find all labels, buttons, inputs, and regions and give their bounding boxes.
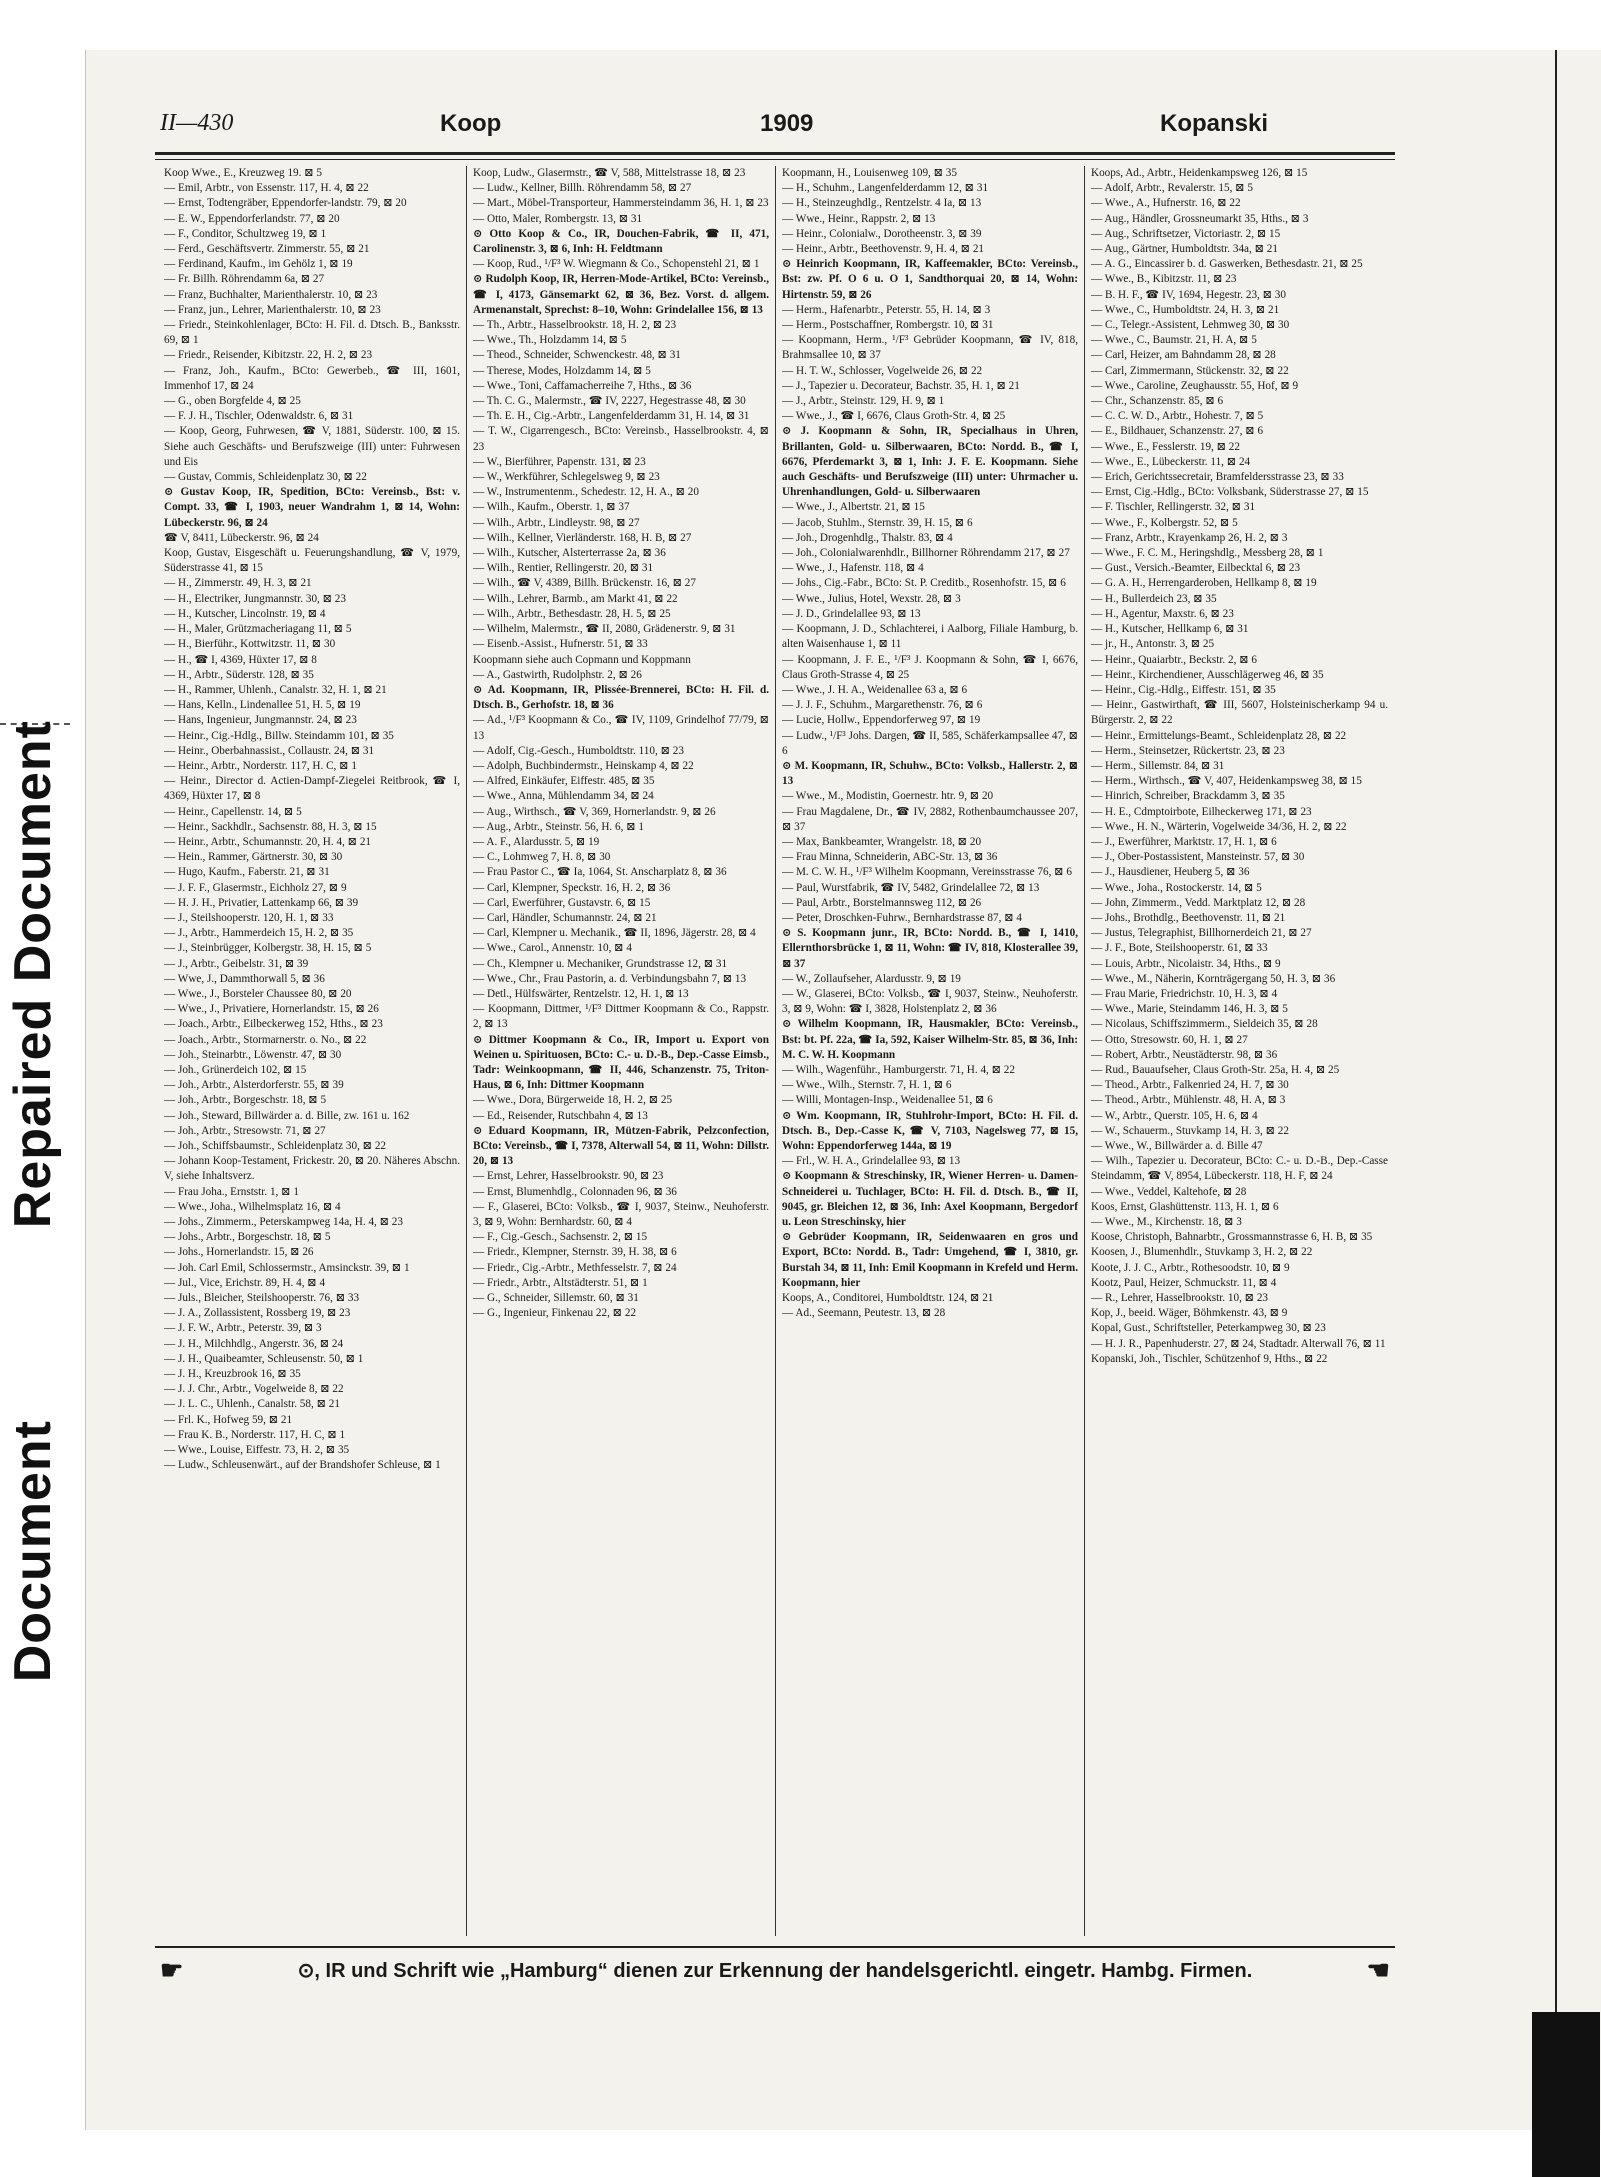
header-first-entry: Koop [440, 110, 502, 137]
stamp-document: Document [4, 1420, 62, 1683]
directory-entry: — Wilh., Arbtr., Lindleystr. 98, ⊠ 27 [473, 516, 640, 529]
directory-entry: — Joh., Drogenhdlg., Thalstr. 83, ⊠ 4 [782, 531, 953, 544]
directory-entry: — Koopmann, Dittmer, ¹/F³ Dittmer Koopmann & Co., Rappstr. 2, ⊠ 13 [473, 1003, 769, 1031]
directory-entry: — W., Zollaufseher, Alardusstr. 9, ⊠ 19 [782, 972, 961, 985]
directory-entry: — Theod., Schneider, Schwenckestr. 48, ⊠ 31 [473, 349, 681, 362]
directory-entry: — Wilh., Tapezier u. Decorateur, BCto: C.- u. D.-B., Dep.-Casse Steindamm, ☎ V, 8954, Lübeckerstr. 118, H. F, ⊠ 24 [1091, 1155, 1388, 1183]
directory-entry: — J. H., Kreuzbrook 16, ⊠ 35 [164, 1368, 301, 1381]
directory-entry: — John, Zimmerm., Vedd. Marktplatz 12, ⊠ 28 [1091, 896, 1306, 909]
directory-entry: — Friedr., Reisender, Kibitzstr. 22, H. 2, ⊠ 23 [164, 349, 373, 362]
directory-entry: — J., Ewerführer, Marktstr. 17, H. 1, ⊠ 6 [1091, 835, 1277, 848]
directory-entry: ⊙ Eduard Koopmann, IR, Mützen-Fabrik, Pelzconfection, BCto: Vereinsb., ☎ I, 7378, Alterwall 54, ⊠ 11, Wohn: Dillstr. 20, ⊠ 13 [473, 1124, 769, 1168]
directory-entry: — Joh., Arbtr., Borgeschstr. 18, ⊠ 5 [164, 1094, 327, 1107]
directory-entry: — Wwe., Toni, Caffamacherreihe 7, Hths., ⊠ 36 [473, 379, 692, 392]
directory-entry: — J. A., Zollassistent, Rossberg 19, ⊠ 23 [164, 1307, 351, 1320]
directory-entry: — Theod., Arbtr., Mühlenstr. 48, H. A, ⊠ 3 [1091, 1094, 1286, 1107]
directory-entry: — Carl, Heizer, am Bahndamm 28, ⊠ 28 [1091, 349, 1276, 362]
directory-entry: — Detl., Hülfswärter, Rentzelstr. 12, H. 1, ⊠ 13 [473, 987, 689, 1000]
directory-entry: — Aug., Gärtner, Humboldtstr. 34a, ⊠ 21 [1091, 243, 1278, 256]
directory-entry: — J. L. C., Uhlenh., Canalstr. 58, ⊠ 21 [164, 1398, 340, 1411]
header-year: 1909 [760, 110, 814, 137]
directory-entry: — W., Instrumentenm., Schedestr. 12, H. A., ⊠ 20 [473, 486, 699, 499]
directory-entry: — Paul, Arbtr., Borstelmannsweg 112, ⊠ 26 [782, 896, 982, 909]
header-last-entry: Kopanski [1160, 110, 1269, 137]
directory-entry: Koosen, J., Blumenhdlr., Stuvkamp 3, H. 2, ⊠ 22 [1091, 1246, 1313, 1259]
directory-entry: — Heinr., Gastwirthaft, ☎ III, 5607, Holsteinischerkamp 94 u. Bürgerstr. 2, ⊠ 22 [1091, 699, 1388, 727]
directory-entry: — Jacob, Stuhlm., Sternstr. 39, H. 15, ⊠ 6 [782, 516, 973, 529]
directory-entry: — A., Gastwirth, Rudolphstr. 2, ⊠ 26 [473, 668, 642, 681]
directory-entry: — Joh., Steinarbtr., Löwenstr. 47, ⊠ 30 [164, 1048, 342, 1061]
directory-entry: — Carl, Klempner u. Mechanik., ☎ II, 1896, Jägerstr. 28, ⊠ 4 [473, 927, 756, 940]
directory-entry: — Hinrich, Schreiber, Brackdamm 3, ⊠ 35 [1091, 790, 1285, 803]
directory-entry: — Heinr., Cig.-Hdlg., Billw. Steindamm 101, ⊠ 35 [164, 729, 394, 742]
directory-entry: — Adolph, Buchbindermstr., Heinskamp 4, ⊠ 22 [473, 759, 694, 772]
directory-entry: — Ad., ¹/F³ Koopmann & Co., ☎ IV, 1109, Grindelhof 77/79, ⊠ 13 [473, 714, 769, 742]
directory-entry: Kopal, Gust., Schriftsteller, Peterkampweg 30, ⊠ 23 [1091, 1322, 1326, 1335]
directory-entry: — Frl., W. H. A., Grindelallee 93, ⊠ 13 [782, 1155, 961, 1168]
page-header [160, 110, 1390, 148]
directory-entry: — Aug., Schriftsetzer, Victoriastr. 2, ⊠ 15 [1091, 227, 1281, 240]
directory-entry: — Paul, Wurstfabrik, ☎ IV, 5482, Grindelallee 72, ⊠ 13 [782, 881, 1040, 894]
directory-entry: — Robert, Arbtr., Neustädterstr. 98, ⊠ 36 [1091, 1048, 1278, 1061]
directory-entry: ☎ V, 8411, Lübeckerstr. 96, ⊠ 24 [164, 531, 319, 544]
directory-entry: — C., Lohmweg 7, H. 8, ⊠ 30 [473, 851, 611, 864]
directory-entry: — Johs., Arbtr., Borgeschstr. 18, ⊠ 5 [164, 1231, 331, 1244]
directory-entry: — Heinr., Colonialw., Dorotheenstr. 3, ⊠ 39 [782, 227, 982, 240]
directory-entry: — Heinr., Arbtr., Norderstr. 117, H. C, ⊠ 1 [164, 759, 357, 772]
directory-entry: — Frau K. B., Norderstr. 117, H. C, ⊠ 1 [164, 1428, 346, 1441]
directory-entry: — Johs., Zimmerm., Peterskampweg 14a, H. 4, ⊠ 23 [164, 1216, 403, 1229]
directory-entry: — Wwe., C., Humboldtstr. 24, H. 3, ⊠ 21 [1091, 303, 1280, 316]
directory-entry: — Franz, jun., Lehrer, Marienthalerstr. 10, ⊠ 23 [164, 303, 381, 316]
directory-entry: — Fr. Billh. Röhrendamm 6a, ⊠ 27 [164, 273, 325, 286]
directory-entry: Koop, Gustav, Eisgeschäft u. Feuerungshandlung, ☎ V, 1979, Süderstrasse 41, ⊠ 15 [164, 547, 460, 575]
pointing-hand-right-icon: ☚ [1366, 1954, 1390, 1985]
directory-entry: — J. F. W., Arbtr., Peterstr. 39, ⊠ 3 [164, 1322, 322, 1335]
directory-entry: ⊙ Koopmann & Streschinsky, IR, Wiener Herren- u. Damen-Schneiderei u. Tuchlager, BCto: H. Fil. d. Dtsch. B., ☎ II, 9045, gr. Bleichen 12, ⊠ 36, Inh: Axel Koopmann, Bergedorf u. Leon Streschinsky, hier [782, 1170, 1078, 1229]
directory-entry: — Friedr., Klempner, Sternstr. 39, H. 38, ⊠ 6 [473, 1246, 677, 1259]
directory-entry: — Heinr., Capellenstr. 14, ⊠ 5 [164, 805, 302, 818]
directory-entry: — Frau Magdalene, Dr., ☎ IV, 2882, Rothenbaumchaussee 207, ⊠ 37 [782, 805, 1078, 833]
directory-entry: — Joach., Arbtr., Stormarnerstr. o. No., ⊠ 22 [164, 1033, 367, 1046]
directory-entry: — G., Ingenieur, Finkenau 22, ⊠ 22 [473, 1307, 637, 1320]
directory-entry: — Hans, Ingenieur, Jungmannstr. 24, ⊠ 23 [164, 714, 357, 727]
directory-entry: — Joh., Arbtr., Alsterdorferstr. 55, ⊠ 39 [164, 1079, 344, 1092]
directory-entry: Koops, A., Conditorei, Humboldtstr. 124, ⊠ 21 [782, 1292, 994, 1305]
directory-entry: — H., ☎ I, 4369, Hüxter 17, ⊠ 8 [164, 653, 317, 666]
directory-entry: ⊙ J. Koopmann & Sohn, IR, Specialhaus in Uhren, Brillanten, Gold- u. Silberwaaren, BCto: Nordd. B., ☎ I, 6676, Pferdemarkt 3, ⊠ 1, Inh: J. F. E. Koopmann. Siehe auch Geschäfts- und Berufszweige (III) unter: Uhrmacher u. Uhrenhandlungen, Gold- u. Silberwaaren [782, 425, 1078, 499]
directory-entry: Koote, J. J. C., Arbtr., Rothesoodstr. 10, ⊠ 9 [1091, 1261, 1290, 1274]
directory-entry: — Wwe., J., Albertstr. 21, ⊠ 15 [782, 501, 925, 514]
directory-entry: — H. T. W., Schlosser, Vogelweide 26, ⊠ 22 [782, 364, 983, 377]
directory-entry: — Joh., Grünerdeich 102, ⊠ 15 [164, 1063, 307, 1076]
column-4 [1085, 166, 1394, 1936]
directory-entry: — Wwe., Louise, Eiffestr. 73, H. 2, ⊠ 35 [164, 1444, 350, 1457]
directory-entry: — H., Bierführ., Kottwitzstr. 11, ⊠ 30 [164, 638, 336, 651]
directory-entry: — C., Telegr.-Assistent, Lehmweg 30, ⊠ 30 [1091, 319, 1290, 332]
directory-entry: — R., Lehrer, Hasselbrookstr. 10, ⊠ 23 [1091, 1292, 1269, 1305]
directory-entry: — Herm., Hafenarbtr., Peterstr. 55, H. 14, ⊠ 3 [782, 303, 991, 316]
directory-entry: ⊙ Rudolph Koop, IR, Herren-Mode-Artikel, BCto: Vereinsb., ☎ I, 4173, Gänsemarkt 62, ⊠ 36, Bez. Vorst. d. allgem. Armenanstalt, Sprechst: 8–10, Wohn: Grindelallee 156, ⊠ 13 [473, 273, 769, 316]
directory-entry: — Th. E. H., Cig.-Arbtr., Langenfelderdamm 31, H. 14, ⊠ 31 [473, 410, 750, 423]
directory-entry: — T. W., Cigarrengesch., BCto: Vereinsb., Hasselbrookstr. 4, ⊠ 23 [473, 425, 769, 453]
directory-entry: — H. E., Cdmptoirbote, Eilheckerweg 171, ⊠ 23 [1091, 805, 1312, 818]
directory-entry: — Heinr., Arbtr., Beethovenstr. 9, H. 4, ⊠ 21 [782, 243, 985, 256]
directory-entry: — Wwe., J. H. A., Weidenallee 63 a, ⊠ 6 [782, 683, 968, 696]
directory-entry: — Wwe., Dora, Bürgerweide 18, H. 2, ⊠ 25 [473, 1094, 673, 1107]
directory-entry: — F., Conditor, Schultzweg 19, ⊠ 1 [164, 227, 327, 240]
directory-entry: — J., Steilshooperstr. 120, H. 1, ⊠ 33 [164, 911, 334, 924]
directory-entry: — Koopmann, J. D., Schlachterei, i Aalborg, Filiale Hamburg, b. alten Waisenhause 1, ⊠ 11 [782, 623, 1078, 651]
directory-entry: — Erich, Gerichtssecretair, Bramfeldersstrasse 23, ⊠ 33 [1091, 471, 1344, 484]
directory-entry: — H., Zimmerstr. 49, H. 3, ⊠ 21 [164, 577, 312, 590]
directory-entry: — Juls., Bleicher, Steilshooperstr. 76, ⊠ 33 [164, 1292, 360, 1305]
directory-entry: — Otto, Stresowstr. 60, H. 1, ⊠ 27 [1091, 1033, 1248, 1046]
directory-entry: — Wwe., W., Billwärder a. d. Bille 47 [1091, 1140, 1263, 1152]
directory-entry: — A. F., Alardusstr. 5, ⊠ 19 [473, 835, 600, 848]
directory-entry: — H., Kutscher, Hellkamp 6, ⊠ 31 [1091, 623, 1249, 636]
directory-entry: — Herm., Steinsetzer, Rückertstr. 23, ⊠ 23 [1091, 744, 1285, 757]
directory-entry: — W., Werkführer, Schlegelsweg 9, ⊠ 23 [473, 471, 660, 484]
directory-entry: — E. W., Eppendorferlandstr. 77, ⊠ 20 [164, 212, 340, 225]
directory-entry: — Joh., Schiffsbaumstr., Schleidenplatz 30, ⊠ 22 [164, 1140, 387, 1152]
directory-entry: ⊙ M. Koopmann, IR, Schuhw., BCto: Volksb., Hallerstr. 2, ⊠ 13 [782, 759, 1078, 788]
column-1 [158, 166, 467, 1936]
directory-entry: — Nicolaus, Schiffszimmerm., Sieldeich 35, ⊠ 28 [1091, 1018, 1318, 1031]
directory-entry: — Wilh., Kaufm., Oberstr. 1, ⊠ 37 [473, 501, 630, 514]
directory-entry: — H., Electriker, Jungmannstr. 30, ⊠ 23 [164, 592, 346, 605]
directory-entry: — Wwe., C., Baumstr. 21, H. A, ⊠ 5 [1091, 334, 1257, 347]
directory-entry: — H., Rammer, Uhlenh., Canalstr. 32, H. 1, ⊠ 21 [164, 683, 387, 696]
directory-entry: — Ludw., ¹/F³ Johs. Dargen, ☎ II, 585, Schäferkampsallee 47, ⊠ 6 [782, 729, 1078, 757]
directory-entry: — Peter, Droschken-Fuhrw., Bernhardstrasse 87, ⊠ 4 [782, 911, 1022, 924]
directory-entry: Kopanski, Joh., Tischler, Schützenhof 9, Hths., ⊠ 22 [1091, 1352, 1328, 1365]
directory-entry: — B. H. F., ☎ IV, 1694, Hegestr. 23, ⊠ 30 [1091, 288, 1286, 301]
directory-entry: — J., Ober-Postassistent, Mansteinstr. 57, ⊠ 30 [1091, 851, 1305, 864]
directory-entry: — Th. C. G., Malermstr., ☎ IV, 2227, Hegestrasse 48, ⊠ 30 [473, 395, 746, 408]
directory-entry: Koos, Ernst, Glashüttenstr. 113, H. 1, ⊠ 6 [1091, 1200, 1279, 1213]
directory-entry: Kootz, Paul, Heizer, Schmuckstr. 11, ⊠ 4 [1091, 1276, 1277, 1289]
directory-entry: — Adolf, Cig.-Gesch., Humboldtstr. 110, ⊠ 23 [473, 744, 684, 757]
directory-entry: — Wwe., J., Borsteler Chaussee 80, ⊠ 20 [164, 987, 352, 1000]
directory-entry: — J. H., Milchhdlg., Angerstr. 36, ⊠ 24 [164, 1337, 344, 1350]
directory-entry: — Wilhelm, Malermstr., ☎ II, 2080, Grädenerstr. 9, ⊠ 31 [473, 623, 736, 636]
directory-entry: — Wwe., Carol., Annenstr. 10, ⊠ 4 [473, 942, 632, 955]
directory-entry: — Chr., Schanzenstr. 85, ⊠ 6 [1091, 395, 1224, 408]
page-number: II—430 [160, 110, 234, 136]
directory-entry: — Frau Minna, Schneiderin, ABC-Str. 13, ⊠ 36 [782, 851, 998, 864]
directory-entry: — J., Arbtr., Hammerdeich 15, H. 2, ⊠ 35 [164, 927, 354, 940]
directory-entry: — Wilh., ☎ V, 4389, Billh. Brückenstr. 16, ⊠ 27 [473, 577, 696, 590]
directory-entry: — Rud., Bauaufseher, Claus Groth-Str. 25a, H. 4, ⊠ 25 [1091, 1063, 1340, 1076]
directory-columns [158, 166, 1394, 1936]
directory-entry: — Aug., Arbtr., Steinstr. 56, H. 6, ⊠ 1 [473, 820, 644, 833]
directory-entry: — J., Arbtr., Geibelstr. 31, ⊠ 39 [164, 957, 309, 970]
directory-entry: — Wwe., B., Kibitzstr. 11, ⊠ 23 [1091, 273, 1237, 286]
directory-entry: ⊙ Heinrich Koopmann, IR, Kaffeemakler, BCto: Vereinsb., Bst: zw. Pf. O 6 u. O 1, Sandthorquai 20, ⊠ 14, Wohn: Hirtenstr. 59, ⊠ 26 [782, 258, 1078, 301]
directory-entry: — J., Steinbrügger, Kolbergstr. 38, H. 15, ⊠ 5 [164, 942, 372, 955]
column-3 [776, 166, 1085, 1936]
directory-entry: — Justus, Telegraphist, Billhornerdeich 21, ⊠ 27 [1091, 927, 1312, 940]
directory-entry: — Ernst, Todtengräber, Eppendorfer-landstr. 79, ⊠ 20 [164, 197, 407, 210]
directory-entry: — Wilh., Arbtr., Bethesdastr. 28, H. 5, ⊠ 25 [473, 607, 671, 620]
directory-entry: — J. D., Grindelallee 93, ⊠ 13 [782, 607, 921, 620]
directory-entry: — Ferdinand, Kaufm., im Gehölz 1, ⊠ 19 [164, 258, 353, 271]
directory-entry: ⊙ S. Koopmann junr., IR, BCto: Nordd. B., ☎ I, 1410, Ellernthorsbrücke 1, ⊠ 11, Wohn: ☎ IV, 818, Klosterallee 39, ⊠ 37 [782, 927, 1078, 970]
directory-entry: — Aug., Wirthsch., ☎ V, 369, Hornerlandstr. 9, ⊠ 26 [473, 805, 716, 818]
directory-entry: ⊙ Ad. Koopmann, IR, Plissée-Brennerei, BCto: H. Fil. d. Dtsch. B., Gerhofstr. 18, ⊠ 36 [473, 683, 769, 712]
directory-entry: — Wwe., E., Lübeckerstr. 11, ⊠ 24 [1091, 455, 1251, 468]
directory-entry: — Joh., Arbtr., Stresowstr. 71, ⊠ 27 [164, 1124, 326, 1137]
directory-entry: — H. J. R., Papenhuderstr. 27, ⊠ 24, Stadtadr. Alterwall 76, ⊠ 11 [1091, 1337, 1386, 1350]
directory-entry: — Wwe., Julius, Hotel, Wexstr. 28, ⊠ 3 [782, 592, 961, 605]
directory-entry: — F. J. H., Tischler, Odenwaldstr. 6, ⊠ 31 [164, 410, 354, 423]
directory-entry: ⊙ Gebrüder Koopmann, IR, Seidenwaaren en gros und Export, BCto: Nordd. B., Tadr: Umgehend, ☎ I, 3810, gr. Burstah 34, ⊠ 11, Inh: Emil Koopmann in Krefeld und Herm. Koopmann, hier [782, 1231, 1078, 1289]
directory-entry: — Eisenb.-Assist., Hufnerstr. 51, ⊠ 33 [473, 638, 648, 651]
directory-entry: — Heinr., Director d. Actien-Dampf-Ziegelei Reitbrook, ☎ I, 4369, Hüxter 17, ⊠ 8 [164, 775, 460, 803]
directory-entry: — Wwe., J., ☎ I, 6676, Claus Groth-Str. 4, ⊠ 25 [782, 410, 1006, 423]
directory-entry: — Wwe., M., Näherin, Kornträgergang 50, H. 3, ⊠ 36 [1091, 972, 1336, 985]
directory-entry: — Johann Koop-Testament, Frickestr. 20, ⊠ 20. Näheres Abschn. V, siehe Inhaltsverz. [164, 1155, 460, 1183]
directory-entry: — Wwe., A., Hufnerstr. 16, ⊠ 22 [1091, 197, 1241, 210]
directory-entry: Koop, Ludw., Glasermstr., ☎ V, 588, Mittelstrasse 18, ⊠ 23 [473, 167, 746, 179]
directory-entry: — Heinr., Oberbahnassist., Collaustr. 24, ⊠ 31 [164, 744, 375, 757]
directory-entry: — W., Glaserei, BCto: Volksb., ☎ I, 9037, Steinw., Neuhoferstr. 3, ⊠ 9, Wohn: ☎ I, 3828, Holstenplatz 2, ⊠ 36 [782, 987, 1078, 1016]
directory-entry: — G., Schneider, Sillemstr. 60, ⊠ 31 [473, 1292, 639, 1305]
directory-entry: — J. F. F., Glasermstr., Eichholz 27, ⊠ 9 [164, 881, 347, 894]
directory-entry: — Ludw., Schleusenwärt., auf der Brandshofer Schleuse, ⊠ 1 [164, 1459, 441, 1472]
directory-entry: — Ernst, Cig.-Hdlg., BCto: Volksbank, Süderstrasse 27, ⊠ 15 [1091, 486, 1369, 499]
directory-entry: — Koop, Rud., ¹/F³ W. Wiegmann & Co., Schopenstehl 21, ⊠ 1 [473, 258, 760, 271]
directory-entry: — Wwe., Heinr., Rappstr. 2, ⊠ 13 [782, 212, 936, 225]
directory-entry: — Willi, Montagen-Insp., Weidenallee 51, ⊠ 6 [782, 1094, 993, 1107]
directory-entry: — Heinr., Kirchendiener, Ausschlägerweg 46, ⊠ 35 [1091, 668, 1324, 681]
directory-entry: Koose, Christoph, Bahnarbtr., Grossmannstrasse 6, H. B, ⊠ 35 [1091, 1231, 1373, 1244]
directory-entry: — Johs., Hornerlandstr. 15, ⊠ 26 [164, 1246, 314, 1259]
directory-entry: — Joach., Arbtr., Eilbeckerweg 152, Hths., ⊠ 23 [164, 1018, 383, 1031]
directory-entry: — Wwe., Joha., Rostockerstr. 14, ⊠ 5 [1091, 881, 1262, 894]
directory-entry: — Frau Joha., Ernststr. 1, ⊠ 1 [164, 1185, 299, 1198]
directory-entry: — H., Arbtr., Süderstr. 128, ⊠ 35 [164, 668, 314, 681]
directory-entry: — Heinr., Sackhdlr., Sachsenstr. 88, H. 3, ⊠ 15 [164, 820, 377, 833]
directory-entry: — Friedr., Arbtr., Altstädterstr. 51, ⊠ 1 [473, 1276, 648, 1289]
directory-entry: — Hans, Kelln., Lindenallee 51, H. 5, ⊠ 19 [164, 699, 361, 712]
directory-entry: — Carl, Ewerführer, Gustavstr. 6, ⊠ 15 [473, 896, 651, 909]
directory-entry: — Wwe., Marie, Steindamm 146, H. 3, ⊠ 5 [1091, 1003, 1288, 1016]
directory-entry: — Theod., Arbtr., Falkenried 24, H. 7, ⊠ 30 [1091, 1079, 1289, 1092]
directory-entry: — W., Bierführer, Papenstr. 131, ⊠ 23 [473, 455, 646, 468]
directory-entry: — Ernst, Blumenhdlg., Colonnaden 96, ⊠ 36 [473, 1185, 677, 1198]
directory-entry: — Ernst, Lehrer, Hasselbrookstr. 90, ⊠ 23 [473, 1170, 664, 1183]
directory-entry: — Joh. Carl Emil, Schlossermstr., Amsinckstr. 39, ⊠ 1 [164, 1261, 410, 1274]
directory-entry: Koopmann siehe auch Copmann und Koppmann [473, 653, 691, 666]
directory-entry: — Jul., Vice, Erichstr. 89, H. 4, ⊠ 4 [164, 1276, 326, 1289]
directory-entry: — J. J. Chr., Arbtr., Vogelweide 8, ⊠ 22 [164, 1383, 344, 1396]
directory-entry: — Wwe., J., Hafenstr. 118, ⊠ 4 [782, 562, 924, 575]
directory-entry: — J. J. F., Schuhm., Margarethenstr. 76, ⊠ 6 [782, 699, 983, 712]
directory-entry: — Wwe., M., Kirchenstr. 18, ⊠ 3 [1091, 1216, 1242, 1229]
directory-entry: — F., Glaserei, BCto: Volksb., ☎ I, 9037, Steinw., Neuhoferstr. 3, ⊠ 9, Wohn: Bernhardstr. 60, ⊠ 4 [473, 1200, 769, 1229]
directory-entry: — Koop, Georg, Fuhrwesen, ☎ V, 1881, Süderstr. 100, ⊠ 15. Siehe auch Geschäfts- und Berufszweige (III) unter: Fuhrwesen und Eis [164, 425, 460, 468]
directory-entry: — Carl, Händler, Schumannstr. 24, ⊠ 21 [473, 911, 657, 924]
directory-entry: — jr., H., Antonstr. 3, ⊠ 25 [1091, 638, 1215, 651]
directory-entry: — Joh., Colonialwarenhdlr., Billhorner Röhrendamm 217, ⊠ 27 [782, 547, 1070, 560]
directory-entry: — Wwe., Veddel, Kaltehofe, ⊠ 28 [1091, 1185, 1247, 1198]
directory-entry: — J., Hausdiener, Heuberg 5, ⊠ 36 [1091, 866, 1250, 879]
directory-entry: — Herm., Sillemstr. 84, ⊠ 31 [1091, 759, 1225, 772]
directory-entry: — Ch., Klempner u. Mechaniker, Grundstrasse 12, ⊠ 31 [473, 957, 728, 970]
directory-entry: — C. C. W. D., Arbtr., Hohestr. 7, ⊠ 5 [1091, 410, 1264, 423]
directory-entry: Koops, Ad., Arbtr., Heidenkampsweg 126, ⊠ 15 [1091, 167, 1308, 179]
directory-entry: — F., Cig.-Gesch., Sachsenstr. 2, ⊠ 15 [473, 1231, 648, 1244]
directory-entry: — Gust., Versich.-Beamter, Eilbecktal 6, ⊠ 23 [1091, 562, 1301, 575]
directory-entry: — H. J. H., Privatier, Lattenkamp 66, ⊠ 39 [164, 896, 359, 909]
directory-entry: — Adolf, Arbtr., Revalerstr. 15, ⊠ 5 [1091, 182, 1253, 195]
directory-entry: — Louis, Arbtr., Nicolaistr. 34, Hths., ⊠ 9 [1091, 957, 1281, 970]
directory-entry: — Koopmann, Herm., ¹/F³ Gebrüder Koopmann, ☎ IV, 818, Brahmsallee 10, ⊠ 37 [782, 334, 1078, 362]
directory-entry: — Aug., Händler, Grossneumarkt 35, Hths., ⊠ 3 [1091, 212, 1309, 225]
directory-entry: — J., Tapezier u. Decorateur, Bachstr. 35, H. 1, ⊠ 21 [782, 379, 1020, 392]
directory-entry: — Friedr., Cig.-Arbtr., Methfesselstr. 7, ⊠ 24 [473, 1261, 677, 1274]
directory-entry: Kop, J., beeid. Wäger, Böhmkenstr. 43, ⊠ 9 [1091, 1307, 1288, 1320]
directory-entry: — Franz, Buchhalter, Marienthalerstr. 10, ⊠ 23 [164, 288, 378, 301]
directory-entry: — Wilh., Wagenführ., Hamburgerstr. 71, H. 4, ⊠ 22 [782, 1063, 1015, 1076]
directory-entry: — A. G., Eincassirer b. d. Gaswerken, Bethesdastr. 21, ⊠ 25 [1091, 258, 1363, 271]
directory-entry: — Wwe., J., Privatiere, Hornerlandstr. 15, ⊠ 26 [164, 1003, 379, 1016]
directory-entry: — J. H., Quaibeamter, Schleusenstr. 50, ⊠ 1 [164, 1352, 364, 1365]
directory-entry: Koop Wwe., E., Kreuzweg 19. ⊠ 5 [164, 167, 322, 179]
directory-entry: — Hein., Rammer, Gärtnerstr. 30, ⊠ 30 [164, 851, 343, 864]
directory-entry: ⊙ Wm. Koopmann, IR, Stuhlrohr-Import, BCto: H. Fil. d. Dtsch. B., Dep.-Casse K, ☎ V, 7103, Nagelsweg 77, ⊠ 15, Wohn: Eppendorferweg 144a, ⊠ 19 [782, 1109, 1078, 1152]
directory-entry: — Hugo, Kaufm., Faberstr. 21, ⊠ 31 [164, 866, 330, 879]
footer-rule [155, 1946, 1395, 1948]
directory-entry: — Therese, Modes, Holzdamm 14, ⊠ 5 [473, 364, 651, 377]
directory-entry: — Heinr., Quaiarbtr., Beckstr. 2, ⊠ 6 [1091, 653, 1257, 666]
directory-entry: — Johs., Brothdlg., Beethovenstr. 11, ⊠ 21 [1091, 911, 1286, 924]
directory-entry: — Otto, Maler, Rombergstr. 13, ⊠ 31 [473, 212, 643, 225]
directory-entry: — Wwe., Chr., Frau Pastorin, a. d. Verbindungsbahn 7, ⊠ 13 [473, 972, 747, 985]
column-2 [467, 166, 776, 1936]
directory-entry: — Wwe., Anna, Mühlendamm 34, ⊠ 24 [473, 790, 654, 803]
directory-entry: — Frau Marie, Friedrichstr. 10, H. 3, ⊠ 4 [1091, 987, 1278, 1000]
directory-entry: — W., Arbtr., Querstr. 105, H. 6, ⊠ 4 [1091, 1109, 1258, 1122]
directory-entry: — Koopmann, J. F. E., ¹/F³ J. Koopmann & Sohn, ☎ I, 6676, Claus Groth-Strasse 4, ⊠ 25 [782, 653, 1078, 681]
directory-entry: — Carl, Zimmermann, Stückenstr. 32, ⊠ 22 [1091, 364, 1289, 377]
directory-entry: — Heinr., Ermittelungs-Beamt., Schleidenplatz 28, ⊠ 22 [1091, 729, 1347, 742]
directory-entry: — H., Kutscher, Lincolnstr. 19, ⊠ 4 [164, 607, 326, 620]
directory-entry: — Ferd., Geschäftsvertr. Zimmerstr. 55, ⊠ 21 [164, 243, 370, 256]
directory-entry: — H., Bullerdeich 23, ⊠ 35 [1091, 592, 1217, 605]
directory-entry: ⊙ Gustav Koop, IR, Spedition, BCto: Vereinsb., Bst: v. Compt. 33, ☎ I, 1903, neuer Wandrahm 1, ⊠ 14, Wohn: Lübeckerstr. 96, ⊠ 24 [164, 486, 460, 529]
directory-entry: — Frl. K., Hofweg 59, ⊠ 21 [164, 1413, 293, 1426]
directory-entry: — Gustav, Commis, Schleidenplatz 30, ⊠ 22 [164, 471, 367, 484]
directory-entry: — H., Agentur, Maxstr. 6, ⊠ 23 [1091, 607, 1234, 620]
directory-entry: — Joh., Steward, Billwärder a. d. Bille, zw. 161 u. 162 [164, 1109, 410, 1122]
directory-entry: — Max, Bankbeamter, Wrangelstr. 18, ⊠ 20 [782, 835, 982, 848]
directory-entry: — G. A. H., Herrengarderoben, Hellkamp 8, ⊠ 19 [1091, 577, 1317, 590]
directory-entry: — Wwe., Wilh., Sternstr. 7, H. 1, ⊠ 6 [782, 1079, 952, 1092]
directory-entry: — Frau Pastor C., ☎ Ia, 1064, St. Anscharplatz 8, ⊠ 36 [473, 866, 727, 879]
directory-entry: — Wwe., M., Modistin, Goernestr. htr. 9, ⊠ 20 [782, 790, 994, 803]
directory-entry: — G., oben Borgfelde 4, ⊠ 25 [164, 395, 301, 408]
directory-entry: — Heinr., Cig.-Hdlg., Eiffestr. 151, ⊠ 35 [1091, 683, 1276, 696]
directory-entry: — Friedr., Steinkohlenlager, BCto: H. Fil. d. Dtsch. B., Banksstr. 69, ⊠ 1 [164, 319, 460, 347]
directory-entry: — E., Bildhauer, Schanzenstr. 27, ⊠ 6 [1091, 425, 1264, 438]
directory-entry: ⊙ Dittmer Koopmann & Co., IR, Import u. Export von Weinen u. Spirituosen, BCto: C.- u. D.-B., Dep.-Casse Eimsb., Tadr: Weinkoopmann, ☎ II, 446, Schanzenstr. 75, Triton-Haus, ⊠ 6, Inh: Dittmer Koopmann [473, 1033, 769, 1092]
directory-entry: — Franz, Joh., Kaufm., BCto: Gewerbeb., ☎ III, 1601, Immenhof 17, ⊠ 24 [164, 364, 460, 392]
directory-entry: Koopmann, H., Louisenweg 109, ⊠ 35 [782, 167, 957, 179]
directory-entry: — Wwe., F., Kolbergstr. 52, ⊠ 5 [1091, 516, 1238, 529]
directory-entry: — Wwe., H. N., Wärterin, Vogelweide 34/36, H. 2, ⊠ 22 [1091, 820, 1347, 833]
page-footer [160, 1954, 1390, 1986]
directory-entry: — J., Arbtr., Steinstr. 129, H. 9, ⊠ 1 [782, 395, 945, 408]
directory-entry: — Wwe., F. C. M., Heringshdlg., Messberg 28, ⊠ 1 [1091, 547, 1324, 560]
directory-entry: — Johs., Cig.-Fabr., BCto: St. P. Creditb., Rosenhofstr. 15, ⊠ 6 [782, 577, 1066, 590]
directory-entry: — Wilh., Kutscher, Alsterterrasse 2a, ⊠ 36 [473, 547, 666, 560]
directory-entry: — Wwe., E., Fesslerstr. 19, ⊠ 22 [1091, 440, 1240, 453]
directory-entry: ⊙ Wilhelm Koopmann, IR, Hausmakler, BCto: Vereinsb., Bst: bt. Pf. 22a, ☎ Ia, 592, Kaiser Wilhelm-Str. 85, ⊠ 36, Inh: M. C. W. H. Koopmann [782, 1018, 1078, 1061]
directory-entry: — Herm., Wirthsch., ☎ V, 407, Heidenkampsweg 38, ⊠ 15 [1091, 775, 1362, 788]
directory-entry: — Carl, Klempner, Speckstr. 16, H. 2, ⊠ 36 [473, 881, 671, 894]
directory-entry: — H., Schuhm., Langenfelderdamm 12, ⊠ 31 [782, 182, 989, 195]
directory-entry: ⊙ Otto Koop & Co., IR, Douchen-Fabrik, ☎ II, 471, Carolinenstr. 3, ⊠ 6, Inh: H. Feldtmann [473, 227, 769, 256]
directory-entry: — Wwe, J., Dammthorwall 5, ⊠ 36 [164, 972, 325, 985]
directory-entry: — Lucie, Hollw., Eppendorferweg 97, ⊠ 19 [782, 714, 981, 727]
directory-entry: — Ad., Seemann, Peutestr. 13, ⊠ 28 [782, 1307, 946, 1320]
directory-entry: — Herm., Postschaffner, Rombergstr. 10, ⊠ 31 [782, 319, 994, 332]
scanner-border [1532, 2012, 1600, 2177]
directory-entry: — Wilh., Kellner, Vierländerstr. 168, H. B, ⊠ 27 [473, 531, 692, 544]
page-edge [1555, 50, 1557, 2130]
directory-entry: — Ludw., Kellner, Billh. Röhrendamm 58, ⊠ 27 [473, 182, 692, 195]
directory-entry: — H., Maler, Grützmacheriagang 11, ⊠ 5 [164, 623, 352, 636]
header-rule [155, 152, 1395, 160]
directory-entry: — Franz, Arbtr., Krayenkamp 26, H. 2, ⊠ 3 [1091, 531, 1288, 544]
directory-entry: — Wwe., Joha., Wilhelmsplatz 16, ⊠ 4 [164, 1200, 341, 1213]
directory-entry: — Wilh., Lehrer, Barmb., am Markt 41, ⊠ 22 [473, 592, 678, 605]
footer-note: ⊙, IR und Schrift wie „Hamburg“ dienen zur Erkennung der handelsgerichtl. eingetr. Hambg. Firmen. [297, 1959, 1253, 1982]
directory-entry: — Mart., Möbel-Transporteur, Hammersteindamm 36, H. 1, ⊠ 23 [473, 197, 769, 210]
directory-entry: — J. F., Bote, Steilshooperstr. 61, ⊠ 33 [1091, 942, 1268, 955]
directory-entry: — Ed., Reisender, Rutschbahn 4, ⊠ 13 [473, 1109, 648, 1122]
directory-entry: — Emil, Arbtr., von Essenstr. 117, H. 4, ⊠ 22 [164, 182, 369, 195]
directory-entry: — Wwe., Caroline, Zeughausstr. 55, Hof, ⊠ 9 [1091, 379, 1299, 392]
directory-entry: — H., Steinzeughdlg., Rentzelstr. 4 Ia, ⊠ 13 [782, 197, 982, 210]
stamp-repaired-document: Repaired Document [4, 720, 62, 1229]
directory-entry: — F. Tischler, Rellingerstr. 32, ⊠ 31 [1091, 501, 1256, 514]
directory-entry: — Alfred, Einkäufer, Eiffestr. 485, ⊠ 35 [473, 775, 655, 788]
pointing-hand-left-icon: ☛ [160, 1954, 184, 1985]
directory-entry: — Heinr., Arbtr., Schumannstr. 20, H. 4, ⊠ 21 [164, 835, 372, 848]
directory-entry: — Wilh., Rentier, Rellingerstr. 20, ⊠ 31 [473, 562, 654, 575]
side-stamp [4, 720, 62, 2120]
directory-entry: — Th., Arbtr., Hasselbrookstr. 18, H. 2, ⊠ 23 [473, 319, 677, 332]
directory-entry: — W., Schauerm., Stuvkamp 14, H. 3, ⊠ 22 [1091, 1124, 1289, 1137]
directory-entry: — Wwe., Th., Holzdamm 14, ⊠ 5 [473, 334, 627, 347]
directory-entry: — M. C. W. H., ¹/F³ Wilhelm Koopmann, Vereinsstrasse 76, ⊠ 6 [782, 866, 1072, 879]
